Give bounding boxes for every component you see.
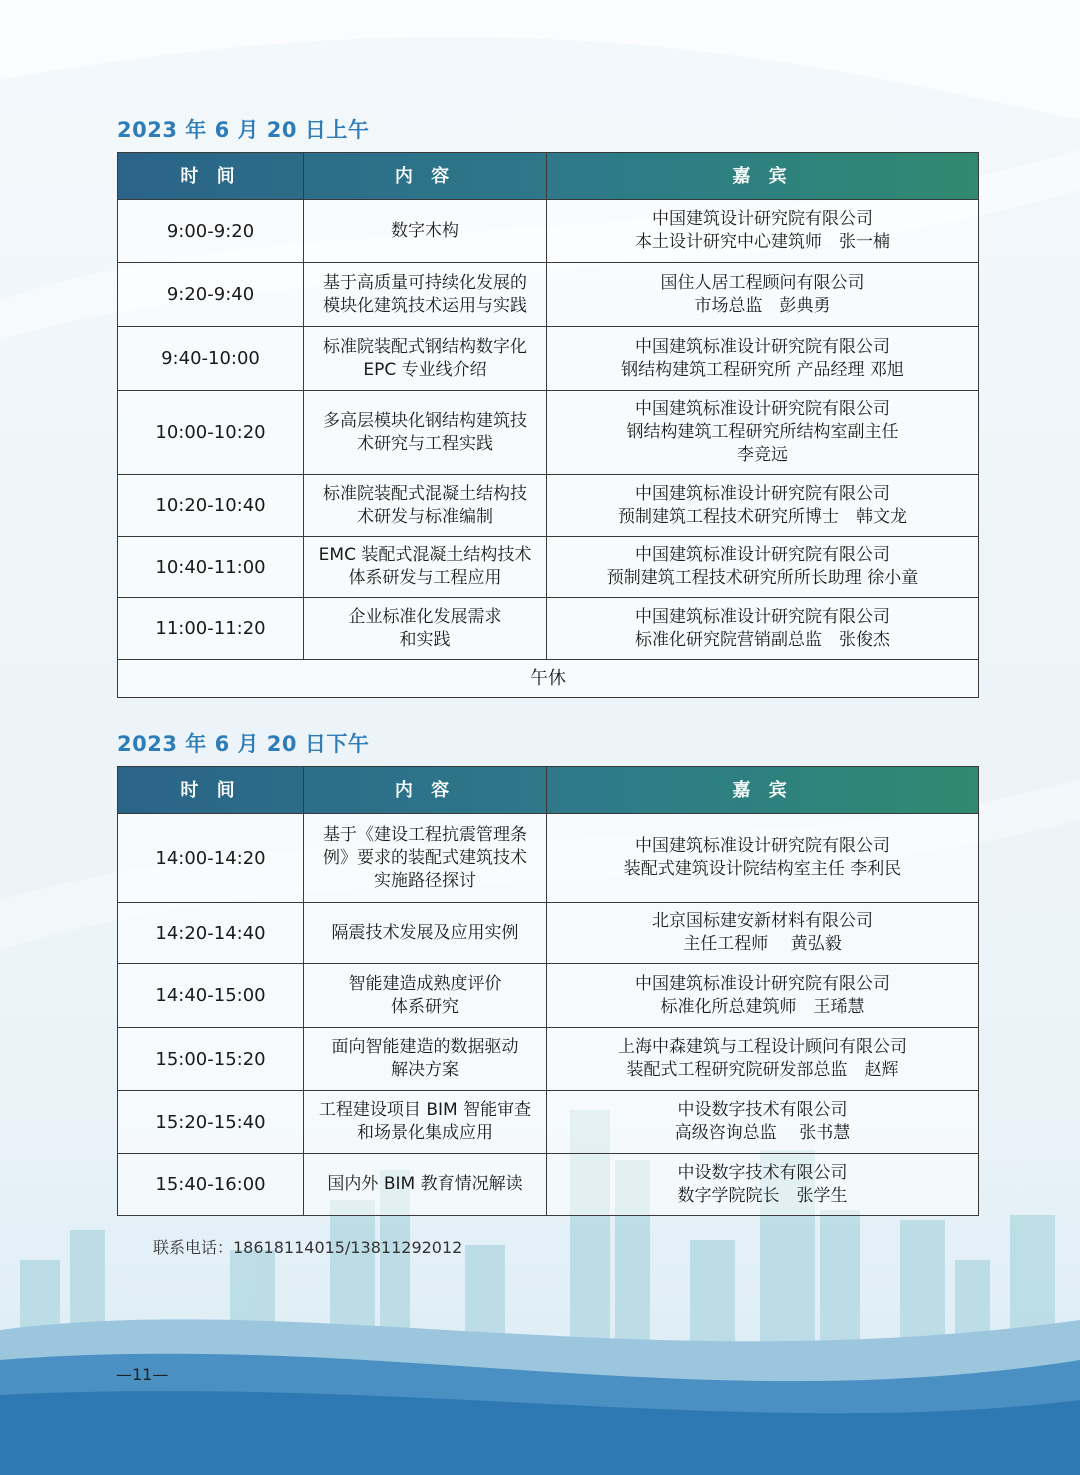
time-cell: 9:20-9:40 xyxy=(118,263,304,327)
contact-phone: 联系电话：18618114015/13811292012 xyxy=(153,1238,463,1257)
content-cell xyxy=(304,475,547,537)
guest-line: 装配式工程研究院研发部总监 赵辉 xyxy=(626,1060,899,1080)
guest-line: 主任工程师 黄弘毅 xyxy=(683,934,842,954)
time-cell: 10:40-11:00 xyxy=(118,537,304,598)
table-row xyxy=(118,1028,979,1091)
guest-line: 北京国标建安新材料有限公司 xyxy=(652,911,873,931)
guest-line: 预制建筑工程技术研究所所长助理 徐小童 xyxy=(606,568,919,588)
content-cell xyxy=(304,814,547,903)
content-line: 解决方案 xyxy=(391,1060,459,1080)
page-number: —11— xyxy=(116,1365,169,1384)
content-line: 标准院装配式混凝土结构技 xyxy=(323,483,527,504)
table-row xyxy=(118,263,979,327)
content-cell xyxy=(304,537,547,598)
content-line: 和场景化集成应用 xyxy=(357,1123,493,1143)
content-cell xyxy=(304,1091,547,1154)
guest-line: 装配式建筑设计院结构室主任 李利民 xyxy=(623,859,902,879)
guest-line: 中国建筑标准设计研究院有限公司 xyxy=(635,973,890,994)
content-line: 体系研发与工程应用 xyxy=(348,568,502,588)
guest-line: 本土设计研究中心建筑师 张一楠 xyxy=(635,232,890,252)
guest-line: 钢结构建筑工程研究所 产品经理 邓旭 xyxy=(621,359,904,380)
guest-line: 中国建筑标准设计研究院有限公司 xyxy=(635,606,890,627)
content-line: 术研发与标准编制 xyxy=(357,506,493,527)
content-line: 工程建设项目 BIM 智能审查 xyxy=(318,1100,532,1120)
guest-line: 中国建筑标准设计研究院有限公司 xyxy=(635,336,890,357)
guest-line: 数字学院院长 张学生 xyxy=(677,1185,848,1206)
time-cell: 9:00-9:20 xyxy=(118,200,304,263)
guest-cell xyxy=(547,327,979,391)
time-cell: 10:00-10:20 xyxy=(118,391,304,475)
guest-line: 市场总监 彭典勇 xyxy=(694,295,831,316)
guest-line: 中设数字技术有限公司 xyxy=(677,1100,848,1120)
header-content: 内 容 xyxy=(304,767,547,814)
table-row xyxy=(118,391,979,475)
guest-line: 中国建筑标准设计研究院有限公司 xyxy=(635,836,890,856)
time-cell: 15:40-16:00 xyxy=(118,1154,304,1216)
header-guest: 嘉 宾 xyxy=(547,767,979,814)
guest-line: 高级咨询总监 张书慧 xyxy=(674,1123,851,1143)
guest-cell xyxy=(547,1091,979,1154)
guest-cell xyxy=(547,814,979,903)
table-row xyxy=(118,814,979,903)
morning-section-title: 2023 年 6 月 20 日上午 xyxy=(117,118,370,142)
header-guest: 嘉 宾 xyxy=(547,153,979,200)
time-cell: 14:00-14:20 xyxy=(118,814,304,903)
content-line: 数字木构 xyxy=(391,220,459,241)
content-line: 国内外 BIM 教育情况解读 xyxy=(327,1174,523,1194)
table-row xyxy=(118,964,979,1028)
guest-cell xyxy=(547,263,979,327)
guest-line: 中国建筑标准设计研究院有限公司 xyxy=(635,483,890,504)
content-line: 模块化建筑技术运用与实践 xyxy=(323,295,527,316)
time-cell: 11:00-11:20 xyxy=(118,598,304,660)
guest-cell xyxy=(547,537,979,598)
time-cell: 14:20-14:40 xyxy=(118,903,304,964)
content-line: 基于《建设工程抗震管理条 xyxy=(323,824,527,845)
content-line: 体系研究 xyxy=(391,996,459,1017)
time-cell: 15:00-15:20 xyxy=(118,1028,304,1091)
guest-cell xyxy=(547,1028,979,1091)
header-content: 内 容 xyxy=(304,153,547,200)
content-cell xyxy=(304,964,547,1028)
table-row xyxy=(118,598,979,660)
content-line: 多高层模块化钢结构建筑技 xyxy=(323,410,527,431)
guest-cell xyxy=(547,1154,979,1216)
lunch-row xyxy=(118,660,979,698)
lunch-break-cell: 午休 xyxy=(118,660,979,698)
guest-cell xyxy=(547,598,979,660)
guest-cell xyxy=(547,903,979,964)
content-line: EPC 专业线介绍 xyxy=(363,359,487,380)
content-line: 术研究与工程实践 xyxy=(357,433,493,454)
content-line: 标准院装配式钢结构数字化 xyxy=(323,336,527,357)
guest-line: 国住人居工程顾问有限公司 xyxy=(660,272,865,293)
content-cell xyxy=(304,263,547,327)
content-line: 基于高质量可持续化发展的 xyxy=(323,272,527,293)
time-cell: 10:20-10:40 xyxy=(118,475,304,537)
content-line: 面向智能建造的数据驱动 xyxy=(331,1037,519,1057)
content-line: 实施路径探讨 xyxy=(374,870,476,891)
afternoon-schedule-table xyxy=(117,766,979,1216)
header-time: 时 间 xyxy=(118,153,304,200)
guest-line: 标准化研究院营销副总监 张俊杰 xyxy=(635,629,890,650)
content-cell xyxy=(304,327,547,391)
table-row xyxy=(118,327,979,391)
morning-schedule-table xyxy=(117,152,979,698)
table-header-row xyxy=(118,153,979,200)
table-row xyxy=(118,200,979,263)
content-line: 企业标准化发展需求 xyxy=(348,606,502,627)
guest-line: 中设数字技术有限公司 xyxy=(677,1162,848,1183)
guest-line: 中国建筑标准设计研究院有限公司 xyxy=(635,399,890,419)
content-line: 隔震技术发展及应用实例 xyxy=(331,922,519,943)
guest-line: 上海中森建筑与工程设计顾问有限公司 xyxy=(618,1037,907,1057)
guest-cell xyxy=(547,964,979,1028)
header-time: 时 间 xyxy=(118,767,304,814)
content-cell xyxy=(304,1154,547,1216)
content-line: 和实践 xyxy=(399,629,451,650)
table-header-row xyxy=(118,767,979,814)
content-cell xyxy=(304,200,547,263)
guest-cell xyxy=(547,391,979,475)
guest-line: 钢结构建筑工程研究所结构室副主任 xyxy=(626,422,899,442)
content-line: 例》要求的装配式建筑技术 xyxy=(323,847,527,868)
content-line: EMC 装配式混凝土结构技术 xyxy=(318,545,532,565)
content-cell xyxy=(304,391,547,475)
time-cell: 15:20-15:40 xyxy=(118,1091,304,1154)
guest-line: 李竞远 xyxy=(737,445,788,465)
guest-line: 中国建筑设计研究院有限公司 xyxy=(652,209,873,229)
afternoon-section-title: 2023 年 6 月 20 日下午 xyxy=(117,732,370,756)
content-cell xyxy=(304,903,547,964)
guest-line: 中国建筑标准设计研究院有限公司 xyxy=(635,545,890,565)
content-cell xyxy=(304,598,547,660)
time-cell: 14:40-15:00 xyxy=(118,964,304,1028)
content-line: 智能建造成熟度评价 xyxy=(348,973,502,994)
table-row xyxy=(118,1154,979,1216)
time-cell: 9:40-10:00 xyxy=(118,327,304,391)
content-cell xyxy=(304,1028,547,1091)
guest-line: 预制建筑工程技术研究所博士 韩文龙 xyxy=(618,506,907,527)
guest-line: 标准化所总建筑师 王琋慧 xyxy=(660,996,865,1017)
guest-cell xyxy=(547,200,979,263)
table-row xyxy=(118,537,979,598)
table-row xyxy=(118,903,979,964)
table-row xyxy=(118,1091,979,1154)
guest-cell xyxy=(547,475,979,537)
table-row xyxy=(118,475,979,537)
